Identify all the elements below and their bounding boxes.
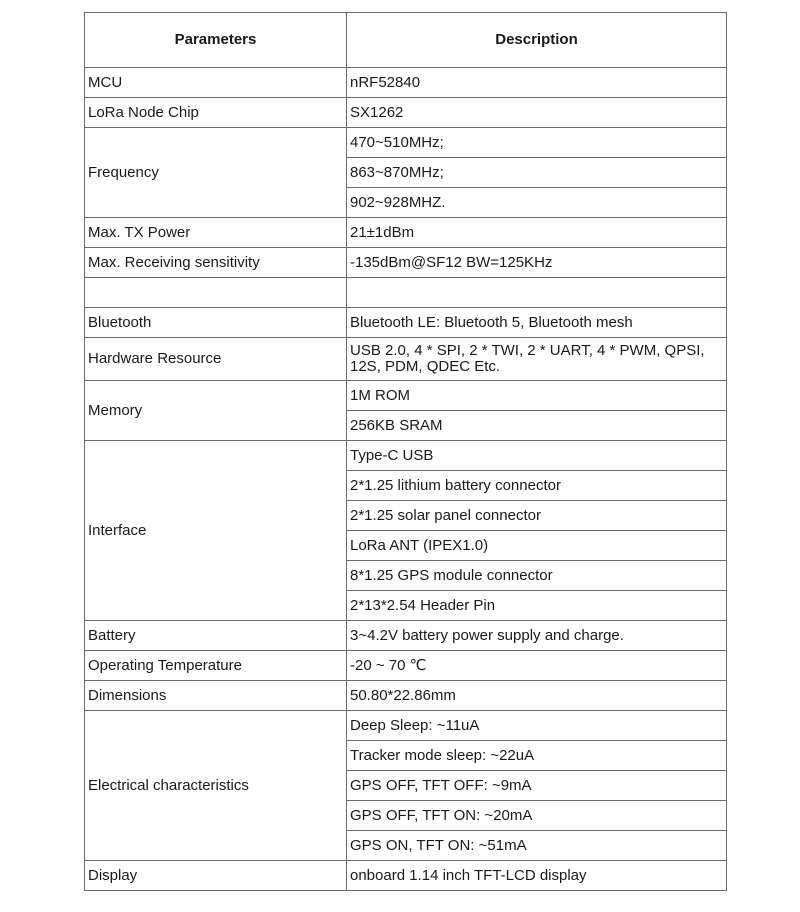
parameter-cell: MCU: [85, 68, 347, 98]
description-cell: GPS OFF, TFT OFF: ~9mA: [347, 771, 727, 801]
parameter-cell: Max. TX Power: [85, 218, 347, 248]
spec-body: [85, 68, 727, 891]
table-row: [85, 621, 727, 651]
table-row: [85, 98, 727, 128]
parameter-cell: Max. Receiving sensitivity: [85, 248, 347, 278]
description-cell: 2*1.25 lithium battery connector: [347, 471, 727, 501]
description-cell: 902~928MHZ.: [347, 188, 727, 218]
description-cell: GPS ON, TFT ON: ~51mA: [347, 831, 727, 861]
table-row: [85, 68, 727, 98]
description-cell: [347, 278, 727, 308]
description-cell: 3~4.2V battery power supply and charge.: [347, 621, 727, 651]
parameter-cell: Dimensions: [85, 681, 347, 711]
spec-table: [84, 12, 727, 891]
table-row: [85, 128, 727, 158]
table-row: [85, 681, 727, 711]
description-cell: USB 2.0, 4 * SPI, 2 * TWI, 2 * UART, 4 * PWM, QPSI, 12S, PDM, QDEC Etc.: [347, 338, 727, 381]
header-row: [85, 13, 727, 68]
description-cell: 2*1.25 solar panel connector: [347, 501, 727, 531]
description-cell: Deep Sleep: ~11uA: [347, 711, 727, 741]
parameter-cell: Electrical characteristics: [85, 711, 347, 861]
description-cell: GPS OFF, TFT ON: ~20mA: [347, 801, 727, 831]
description-cell: 2*13*2.54 Header Pin: [347, 591, 727, 621]
description-cell: 470~510MHz;: [347, 128, 727, 158]
table-row: [85, 861, 727, 891]
description-cell: Tracker mode sleep: ~22uA: [347, 741, 727, 771]
table-row: [85, 218, 727, 248]
parameter-cell: Bluetooth: [85, 308, 347, 338]
parameter-cell: [85, 278, 347, 308]
description-cell: 863~870MHz;: [347, 158, 727, 188]
parameter-cell: Display: [85, 861, 347, 891]
table-row: [85, 441, 727, 471]
description-cell: 256KB SRAM: [347, 411, 727, 441]
description-cell: 50.80*22.86mm: [347, 681, 727, 711]
table-row: [85, 248, 727, 278]
table-row: [85, 308, 727, 338]
table-row: [85, 338, 727, 381]
parameter-cell: Interface: [85, 441, 347, 621]
table-row: [85, 381, 727, 411]
table-row: [85, 278, 727, 308]
header-description: Description: [347, 13, 727, 68]
description-cell: 1M ROM: [347, 381, 727, 411]
description-cell: -135dBm@SF12 BW=125KHz: [347, 248, 727, 278]
description-cell: Type-C USB: [347, 441, 727, 471]
parameter-cell: Battery: [85, 621, 347, 651]
table-row: [85, 711, 727, 741]
parameter-cell: Operating Temperature: [85, 651, 347, 681]
description-cell: onboard 1.14 inch TFT-LCD display: [347, 861, 727, 891]
parameter-cell: LoRa Node Chip: [85, 98, 347, 128]
description-cell: SX1262: [347, 98, 727, 128]
parameter-cell: Frequency: [85, 128, 347, 218]
description-cell: nRF52840: [347, 68, 727, 98]
parameter-cell: Hardware Resource: [85, 338, 347, 381]
description-cell: LoRa ANT (IPEX1.0): [347, 531, 727, 561]
description-cell: -20 ~ 70 ℃: [347, 651, 727, 681]
description-cell: 21±1dBm: [347, 218, 727, 248]
table-row: [85, 651, 727, 681]
description-cell: Bluetooth LE: Bluetooth 5, Bluetooth mesh: [347, 308, 727, 338]
parameter-cell: Memory: [85, 381, 347, 441]
description-cell: 8*1.25 GPS module connector: [347, 561, 727, 591]
header-parameters: Parameters: [85, 13, 347, 68]
